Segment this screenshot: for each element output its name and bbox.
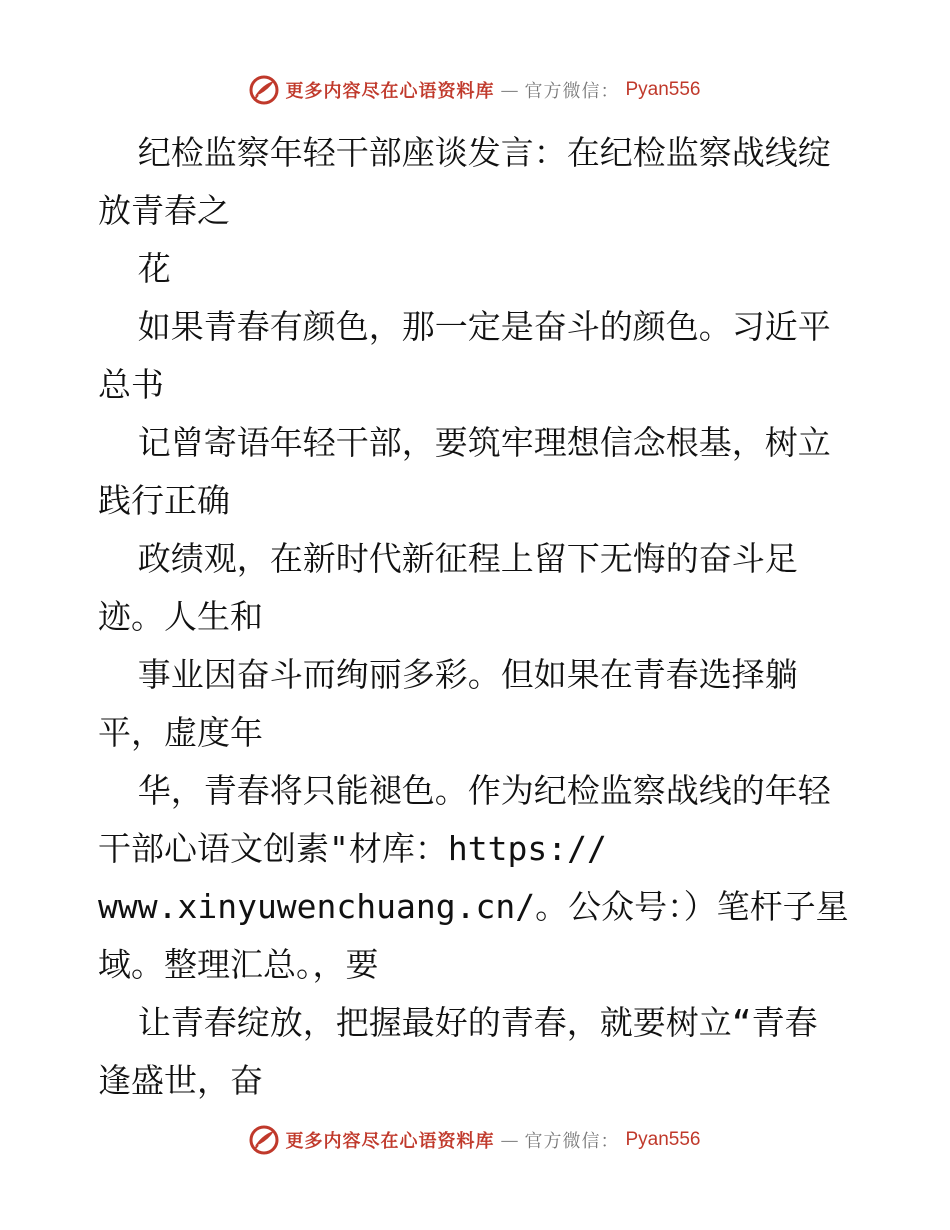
footer-banner [0,1122,950,1158]
quill-logo-icon [249,1125,279,1155]
header-brand-text: 更多内容尽在心语资料库 [285,81,495,102]
footer-dash: — [500,1129,519,1151]
header-dash: — [500,79,519,101]
quill-logo-icon [249,75,279,105]
body-line: 践行正确 [98,481,230,520]
body-line: www.xinyuwenchuang.cn/。公众号：）笔杆子星 [98,887,849,926]
body-line: 花 [98,249,171,288]
header-wechat-label: 官方微信： [524,81,620,102]
body-line: 域。整理汇总。，要 [98,945,379,984]
header-wechat-id: Pyan556 [625,79,701,100]
body-line: 平，虚度年 [98,713,263,752]
footer-wechat-id: Pyan556 [625,1129,701,1150]
body-line: 华，青春将只能褪色。作为纪检监察战线的年轻 [98,771,831,810]
body-line: 干部心语文创素"材库：https:// [98,829,607,868]
body-line: 事业因奋斗而绚丽多彩。但如果在青春选择躺 [98,655,798,694]
body-line: 纪检监察年轻干部座谈发言：在纪检监察战线绽 [98,133,831,172]
body-line: 让青春绽放，把握最好的青春，就要树立“青春 [98,1003,818,1042]
body-line: 逢盛世，奋 [98,1061,263,1100]
header-banner [0,72,950,108]
body-line: 记曾寄语年轻干部，要筑牢理想信念根基，树立 [98,423,831,462]
document-body [98,124,858,1110]
body-line: 迹。人生和 [98,597,263,636]
footer-wechat-label: 官方微信： [524,1131,620,1152]
body-line: 总书 [98,365,164,404]
body-line: 放青春之 [98,191,230,230]
body-line: 如果青春有颜色，那一定是奋斗的颜色。习近平 [98,307,831,346]
body-line: 政绩观，在新时代新征程上留下无悔的奋斗足 [98,539,798,578]
footer-brand-text: 更多内容尽在心语资料库 [285,1131,495,1152]
